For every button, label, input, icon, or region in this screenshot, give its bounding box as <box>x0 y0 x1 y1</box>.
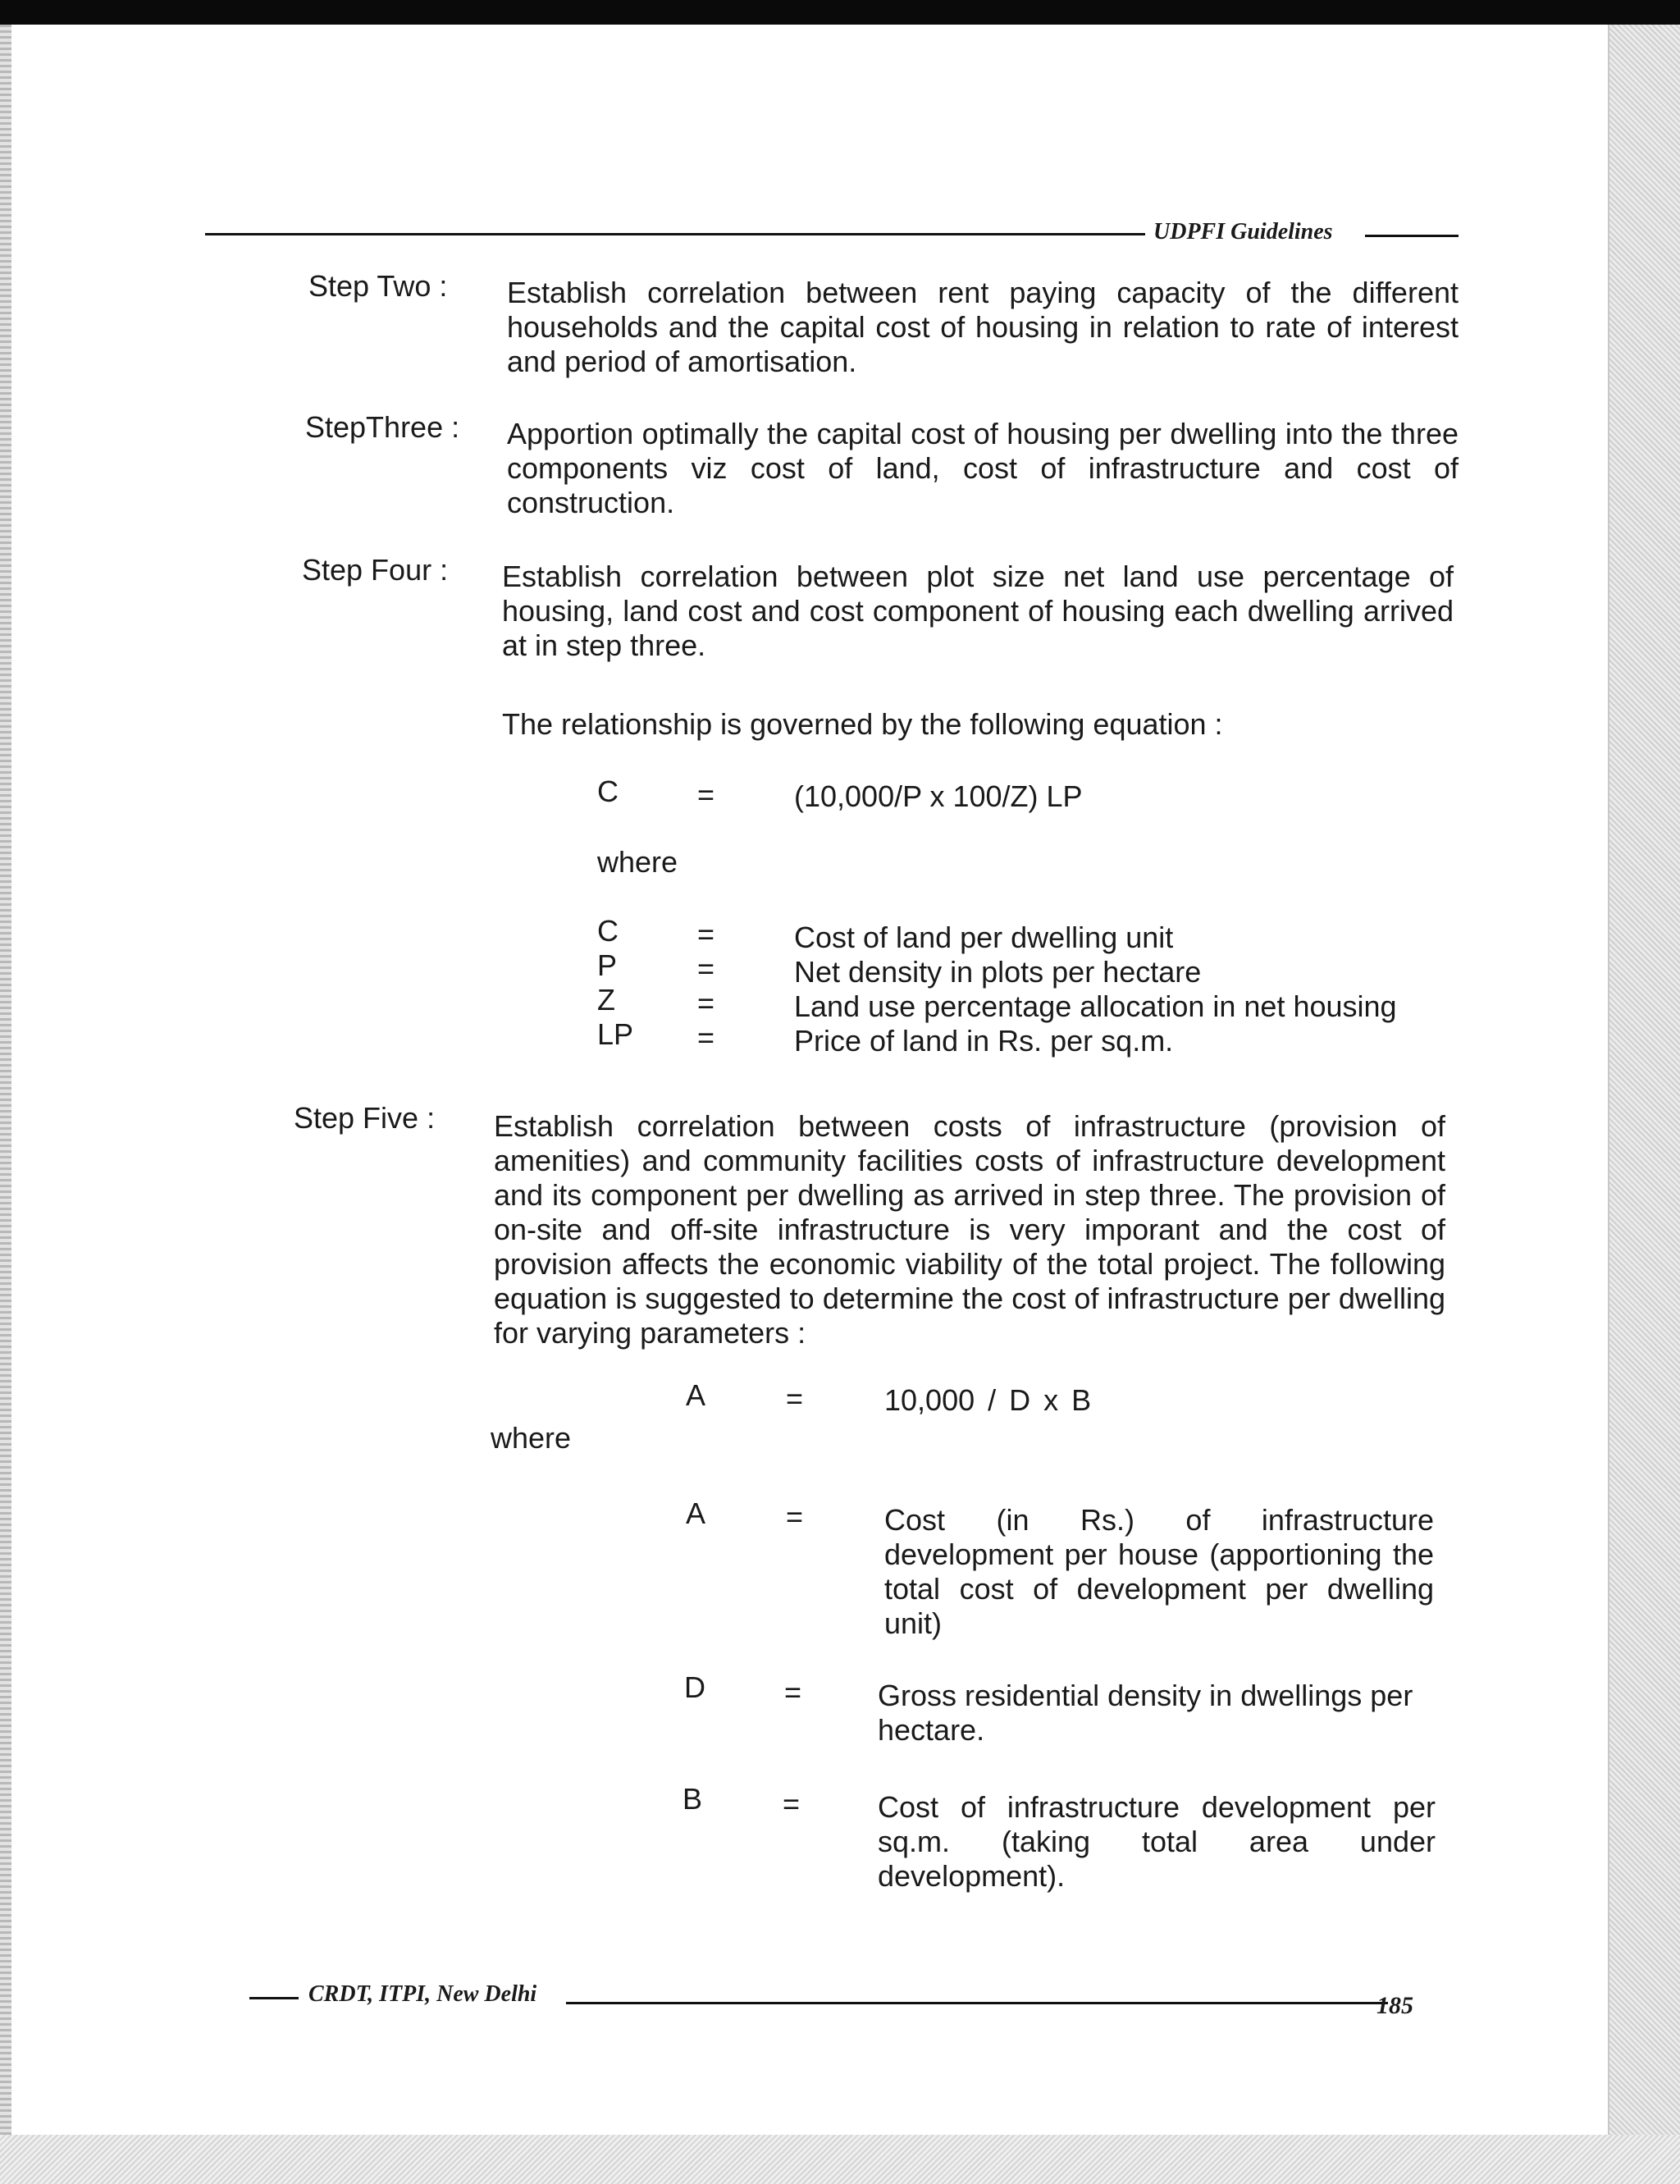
def2-symbol-b: B <box>682 1782 703 1816</box>
equation2-where: where <box>491 1421 572 1455</box>
def1-symbol-lp: LP <box>597 1017 634 1051</box>
def1-equals-c: = <box>697 917 715 951</box>
step-three-text: Apportion optimally the capital cost of housing per dwelling into the three components viz cost of land, cost of infrastructure and cost of construction. <box>507 417 1459 519</box>
equation1-where: where <box>597 845 678 879</box>
def2-text-b: Cost of infrastructure development per sq.m. (taking total area under development). <box>878 1790 1436 1893</box>
def1-symbol-p: P <box>597 948 618 982</box>
page-number: 185 <box>1376 1992 1413 2019</box>
scan-left-border <box>0 25 11 2135</box>
step-four-label: Step Four : <box>302 553 449 587</box>
def2-symbol-a: A <box>686 1496 706 1530</box>
def1-symbol-c: C <box>597 914 619 948</box>
equation2-lhs: A <box>686 1378 706 1412</box>
def2-symbol-d: D <box>684 1670 705 1704</box>
header-rule-right <box>1365 235 1459 237</box>
def2-equals-d: = <box>784 1675 802 1709</box>
def1-equals-p: = <box>697 952 715 985</box>
def2-equals-b: = <box>783 1787 801 1821</box>
step-three-label: StepThree : <box>305 410 460 444</box>
def1-symbol-z: Z <box>597 983 615 1017</box>
step-five-label: Step Five : <box>294 1101 436 1135</box>
def1-equals-lp: = <box>697 1021 715 1054</box>
step-two-text: Establish correlation between rent paying capacity of the different households and the capital cost of housing in relation to rate of interest and period of amortisation. <box>507 276 1459 378</box>
document-page <box>11 25 1609 2135</box>
equation2-rhs: 10,000 / D x B <box>884 1383 1092 1417</box>
header-rule-left <box>205 233 1145 235</box>
def1-text-p: Net density in plots per hectare <box>794 955 1202 989</box>
step-two-label: Step Two : <box>308 269 448 303</box>
def1-text-lp: Price of land in Rs. per sq.m. <box>794 1024 1174 1058</box>
scan-top-border <box>0 0 1680 25</box>
footer-rule-right <box>566 2002 1388 2004</box>
scan-bottom-border <box>0 2135 1680 2184</box>
step-five-text: Establish correlation between costs of infrastructure (provision of amenities) and community facilities costs of infrastructure development and its component per dwelling as arrived in step three. The provision of on-site and off-site infrastructure is very imporant and the cost of provision affects the economic viability of the total project. The following equation is suggested to determine the cost of infrastructure per dwelling for varying parameters : <box>494 1109 1445 1350</box>
def1-text-z: Land use percentage allocation in net housing <box>794 989 1397 1023</box>
def2-text-d: Gross residential density in dwellings per hectare. <box>878 1679 1413 1747</box>
running-title: UDPFI Guidelines <box>1153 219 1333 244</box>
scan-right-border <box>1606 25 1680 2184</box>
def1-text-c: Cost of land per dwelling unit <box>794 921 1174 954</box>
def2-equals-a: = <box>786 1500 804 1533</box>
equation1-lhs: C <box>597 774 619 808</box>
equation1-intro: The relationship is governed by the following equation : <box>502 707 1223 741</box>
def1-equals-z: = <box>697 986 715 1020</box>
equation1-rhs: (10,000/P x 100/Z) LP <box>794 779 1083 813</box>
footer-rule-left <box>249 1997 299 1999</box>
equation2-equals: = <box>786 1382 804 1415</box>
def2-text-a: Cost (in Rs.) of infrastructure development per house (apportioning the total cost of development per dwelling unit) <box>884 1503 1434 1640</box>
equation1-equals: = <box>697 778 715 811</box>
step-four-text: Establish correlation between plot size net land use percentage of housing, land cost and cost component of housing each dwelling arrived at in step three. <box>502 560 1454 662</box>
footer-publisher: CRDT, ITPI, New Delhi <box>308 1981 537 2007</box>
